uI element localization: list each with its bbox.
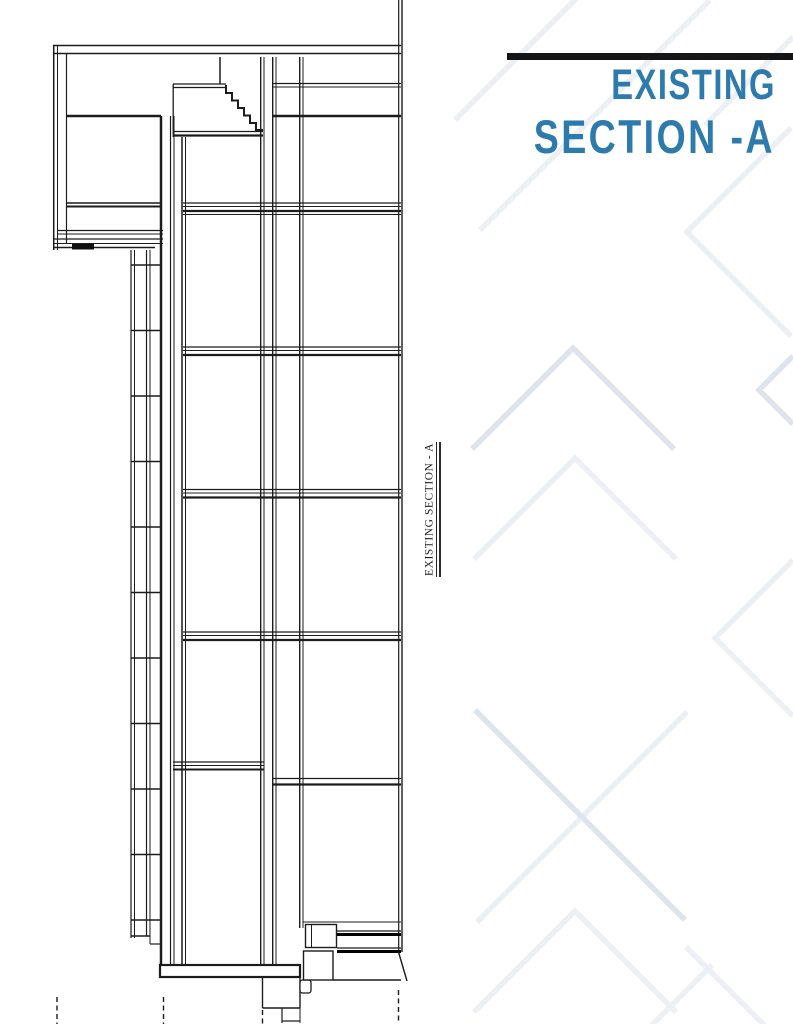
floor-slabs	[173, 84, 401, 785]
bracket-detail	[303, 922, 407, 981]
title-rule	[507, 53, 793, 60]
section-label-text: EXISTING SECTION - A	[421, 439, 436, 576]
page-title-line2: SECTION -A	[534, 110, 776, 163]
base-detail	[160, 965, 311, 1023]
page-title	[493, 62, 793, 162]
roof-band	[53, 46, 401, 54]
parapet	[53, 45, 163, 250]
stair	[173, 57, 263, 137]
ladder	[131, 250, 161, 944]
centerlines	[57, 990, 399, 1024]
page-title-line1: EXISTING	[611, 61, 777, 109]
section-label	[421, 439, 441, 577]
columns	[261, 0, 402, 966]
shaft-wall	[161, 116, 186, 967]
